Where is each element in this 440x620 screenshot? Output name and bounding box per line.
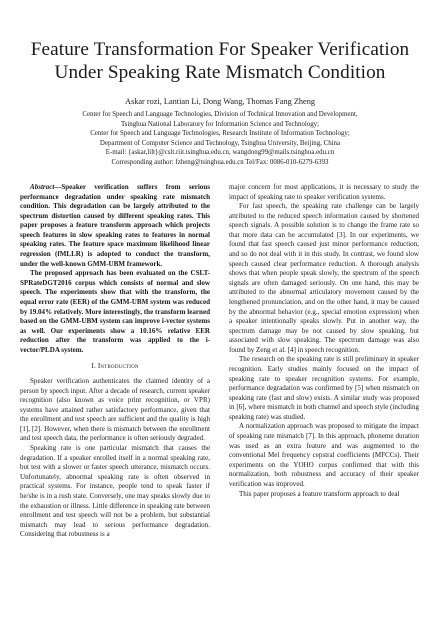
body-paragraph: The research on the speaking rate is still preliminary in speaker recognition. Early studies mainly focused on the impact of speaking rate to speaker recognition systems. For example, performance degradation was confirmed by [5] when mismatch on speaking rate (fast and slow) exists. A similar study was proposed in [6], where mismatch in both channel and speech style (including speaking rate) was studied. (229, 355, 419, 421)
body-paragraph: This paper proposes a feature transform approach to deal (239, 489, 400, 498)
body-paragraph: Speaking rate is one particular mismatch that causes the degradation. If a speaker enrolled itself in a normal speaking rate, but test with a slower or faster speech utterance, mismatch occurs. Unfortunately, abnormal speaking rate is often observed in practical systems. For instance, people tend to speak faster if he/she is in a rush state. Conversely, one may speaks slowly due to the exhaustion or illness. Little difference in speaking rate between enrollment and test speech will not be a problem, but substantial mismatch may lead to serious performance degradation. Considering that robustness is a (20, 444, 210, 539)
abstract-paragraph: The proposed approach has been evaluated on the CSLT-SPRateDGT2016 corpus which consists of normal and slow speech. The experiments show that with the transform, the equal error rate (EER) of the GMM-UBM system was reduced by 19.04% relatively. More interestingly, the transform learned based on the GMM-UBM system can improve i-vector systems as well. Our experiments show a 10.16% relative EER reduction after the transform was applied to the i-vector/PLDA system. (20, 269, 210, 354)
abstract-paragraph (20, 183, 210, 269)
affiliation-line: Department of Computer Science and Technology, Tsinghua University, Beijing, China (99, 139, 341, 147)
left-column (20, 183, 210, 540)
body-paragraph: A normalization approach was proposed to mitigate the impact of speaking rate mismatch [7]. In this approach, phoneme duration was used as an extra feature and was augmented to the conventional Mel frequency cepstral coefficients (MFCCs). Their experiments on the YOHO corpus confirmed that with this normalization, both robustness and accuracy of their speaker verification was improved. (229, 422, 419, 488)
affiliation-line: Center for Speech and Language Technologies, Research Institute of Information Technology; (90, 130, 350, 138)
affiliation-line: Tsinghua National Laboratory for Information Science and Technology; (120, 120, 320, 128)
affiliation-block (10, 110, 430, 168)
abstract (20, 183, 210, 355)
paper-title: Feature Transformation For Speaker Verification Under Speaking Rate Mismatch Condition (30, 39, 410, 83)
body-paragraph: Speaker verification authenticates the claimed identity of a person by speech input. After a decade of research, current speaker recognition (also known as voice print recognition, or VPR) systems have attained rather satisfactory performance, given that the enrollment and test speech are sufficient and the quality is high [1], [2]. However, when there is mismatch between the enrollment and test speech data, the performance is often seriously degraded. (20, 376, 210, 443)
author-list: Askar rozi, Lantian Li, Dong Wang, Thomas Fang Zheng (124, 97, 316, 106)
right-column (229, 183, 419, 499)
section-heading: I. Introduction (91, 362, 139, 371)
affiliation-line: Center for Speech and Language Technologies, Division of Technical Innovation and Development, (82, 111, 358, 118)
abstract-label: Abstract (30, 183, 55, 191)
body-paragraph: For fast speech, the speaking rate challenge can be largely attributed to the reduced speech information caused by shortened speech signals. A possible solution is to change the frame rate so that more data can be accumulated [3]. In our experiments, we found that fast speech caused just minor performance reduction, and so do not deal with it in this study. In contrast, we found slow speech caused clear performance reduction. A thorough analysis shows that when people speak slowly, the spectrum of the speech signals are often damaged seriously. On one hand, this may be attributed to the abnormal articulatory movement caused by the lengthened pronunciation, and on the other hand, it may be caused by the abnormal behavior (e.g., special emotion expression) when a speaker intentionally speaks slowly. Put in another way, the spectrum damage may be not caused by slow speaking, but associated with slow speaking. The spectrum damage was also found by Zeng et al. [4] in speech recognition. (229, 202, 419, 354)
body-paragraph: major concern for most applications, it is necessary to study the impact of speaking rate to speaker verification systems. (229, 183, 419, 201)
email-line: E-mail: {askar,lilt}@cslt.riit.tsinghua.edu.cn, wangdong99@mails.tsinghua.edu.cn (105, 149, 335, 157)
abstract-text: —Speaker verification suffers from serious performance degradation under speaking rate mismatch condition. This degradation can be largely attributed to the spectrum distortion caused by different speaking rates. This paper proposes a feature transform approach which projects speech features in slow speaking rates to features in normal speaking rates. The feature space maximum likelihood linear regression (fMLLR) is adopted to conduct the transform, under the well-known GMM-UBM framework. (20, 183, 210, 268)
corresponding-author-line: Corresponding author: fzheng@tsinghua.edu.cn Tel/Fax: 0086-010-6279-6393 (111, 158, 329, 166)
